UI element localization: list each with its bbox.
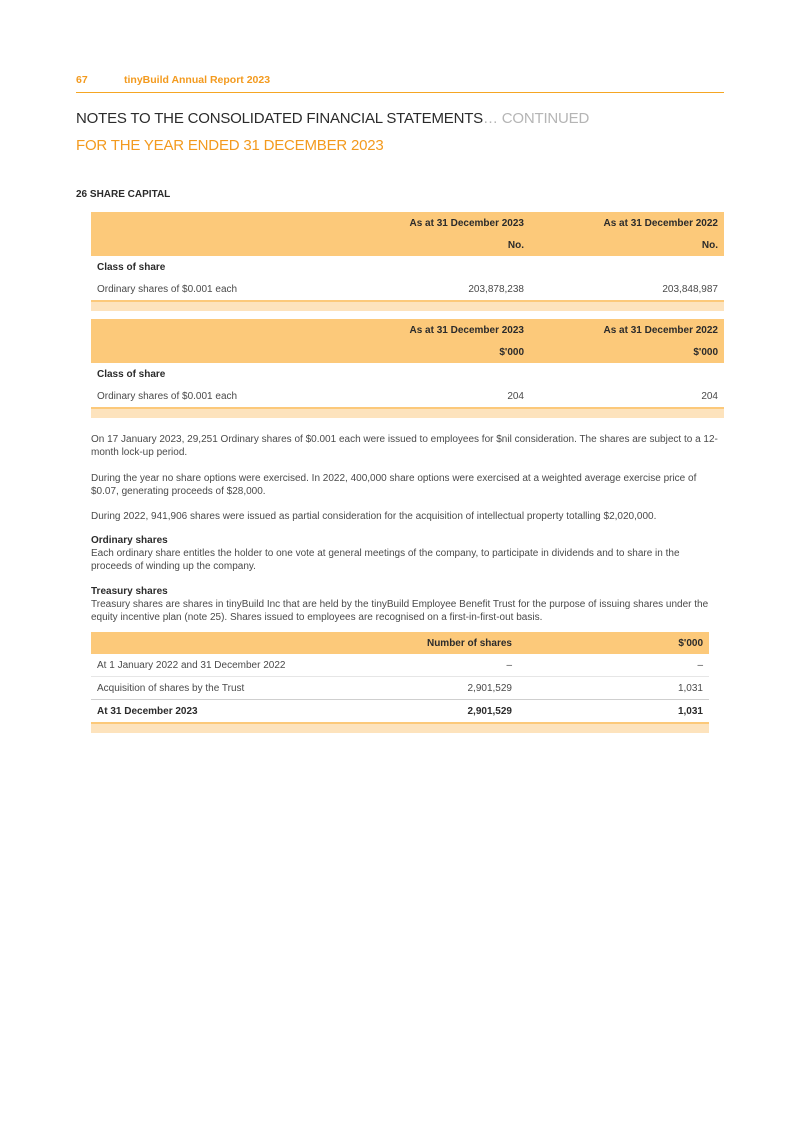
column-header: As at 31 December 2023 bbox=[337, 319, 530, 341]
share-count-table bbox=[91, 212, 724, 311]
cell-value: 1,031 bbox=[677, 682, 703, 694]
cell-value: 204 bbox=[701, 390, 718, 402]
cell-value: 203,878,238 bbox=[468, 283, 524, 295]
cell-value: – bbox=[518, 654, 709, 677]
paragraph: On 17 January 2023, 29,251 Ordinary shares of $0.001 each were issued to employees for $nil consideration. The shares are subject to a 12-month lock-up period. bbox=[91, 434, 718, 458]
column-header: Number of shares bbox=[327, 632, 518, 654]
page-title-main: NOTES TO THE CONSOLIDATED FINANCIAL STATEMENTS bbox=[76, 110, 483, 127]
cell-value: – bbox=[327, 654, 518, 677]
table-unit-row bbox=[91, 234, 724, 256]
row-label: At 1 January 2022 and 31 December 2022 bbox=[91, 654, 327, 677]
page-title-continued: … CONTINUED bbox=[482, 110, 590, 127]
unit-label: $'000 bbox=[337, 341, 530, 363]
row-label: At 31 December 2023 bbox=[91, 700, 327, 724]
page-header bbox=[76, 74, 724, 93]
page-title bbox=[76, 110, 589, 127]
column-header: As at 31 December 2022 bbox=[530, 319, 724, 341]
unit-label: $'000 bbox=[530, 341, 724, 363]
unit-label: No. bbox=[530, 234, 724, 256]
subheading: Treasury shares bbox=[91, 586, 168, 597]
table-row bbox=[91, 654, 709, 677]
share-value-table bbox=[91, 319, 724, 418]
table-footer bbox=[91, 723, 709, 733]
page-number: 67 bbox=[76, 74, 88, 86]
cell-value: 204 bbox=[507, 390, 524, 402]
column-header: As at 31 December 2022 bbox=[530, 212, 724, 234]
treasury-shares-block bbox=[91, 585, 721, 624]
row-label: Ordinary shares of $0.001 each bbox=[97, 390, 238, 402]
row-label: Class of share bbox=[97, 368, 166, 380]
cell-value: 203,848,987 bbox=[662, 283, 718, 295]
paragraph: Treasury shares are shares in tinyBuild Inc that are held by the tinyBuild Employee Benefit Trust for the purpose of issuing shares under the equity incentive plan (note 25). Shares issued to employees are recognised on a first-in-first-out basis. bbox=[91, 599, 709, 623]
report-title: tinyBuild Annual Report 2023 bbox=[124, 74, 271, 86]
row-label: Ordinary shares of $0.001 each bbox=[97, 283, 238, 295]
column-header: $'000 bbox=[518, 632, 709, 654]
paragraph: During 2022, 941,906 shares were issued as partial consideration for the acquisition of intellectual property totalling $2,020,000. bbox=[91, 511, 657, 522]
ordinary-shares-block bbox=[91, 534, 721, 573]
table-header-row bbox=[91, 632, 709, 654]
row-label: Class of share bbox=[97, 261, 166, 273]
table-header-row bbox=[91, 212, 724, 234]
column-header: As at 31 December 2023 bbox=[337, 212, 530, 234]
table-footer bbox=[91, 408, 724, 418]
table-unit-row bbox=[91, 341, 724, 363]
table-header-row bbox=[91, 319, 724, 341]
subheading: Ordinary shares bbox=[91, 535, 168, 546]
table-row bbox=[91, 363, 724, 385]
cell-value: 2,901,529 bbox=[467, 682, 512, 694]
unit-label: No. bbox=[337, 234, 530, 256]
page-subtitle: FOR THE YEAR ENDED 31 DECEMBER 2023 bbox=[76, 137, 384, 154]
table-row bbox=[91, 278, 724, 301]
paragraph: Each ordinary share entitles the holder to one vote at general meetings of the company, to participate in dividends and to share in the proceeds of winding up the company. bbox=[91, 548, 680, 572]
cell-value: 1,031 bbox=[518, 700, 709, 724]
section-heading: 26 SHARE CAPITAL bbox=[76, 189, 171, 200]
cell-value: 2,901,529 bbox=[327, 700, 518, 724]
table-row bbox=[91, 385, 724, 408]
table-row bbox=[91, 677, 709, 700]
row-label: Acquisition of shares by the Trust bbox=[97, 682, 245, 694]
table-row bbox=[91, 256, 724, 278]
paragraph: During the year no share options were exercised. In 2022, 400,000 share options were exercised at a weighted average exercise price of $0.07, generating proceeds of $28,000. bbox=[91, 473, 697, 497]
table-total-row bbox=[91, 700, 709, 724]
treasury-shares-table bbox=[91, 632, 709, 733]
table-footer bbox=[91, 301, 724, 311]
